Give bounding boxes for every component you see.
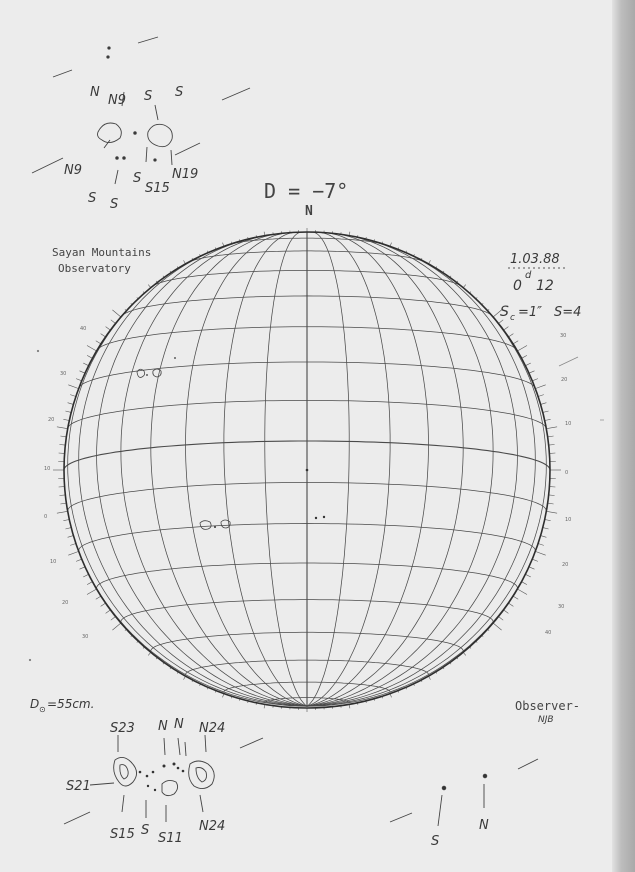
pointer-line	[438, 795, 442, 826]
sunspot-icon	[196, 768, 207, 783]
time-label: 0	[513, 278, 522, 294]
tick-stroke	[518, 759, 538, 769]
sunspot-icon	[120, 765, 128, 779]
limb-tick	[87, 346, 97, 352]
limb-tick	[499, 617, 504, 621]
limb-tick	[493, 623, 502, 630]
meridian-line	[224, 232, 307, 706]
observer-label: Observer-	[515, 699, 581, 713]
limb-tick	[513, 341, 518, 344]
limb-tick	[535, 385, 545, 389]
pore-icon	[146, 374, 148, 376]
limb-tick	[546, 511, 557, 513]
limb-tick	[517, 589, 527, 595]
meridian-line	[265, 232, 307, 706]
detail-ul-label-bottom-2: S	[88, 191, 97, 206]
limb-tick	[543, 528, 549, 529]
tick-label-left-6: 10	[50, 559, 57, 565]
seeing-value: =1″	[518, 305, 543, 320]
detail-ul-label-top-3: S	[144, 89, 153, 104]
tick-label-right-8: 40	[545, 630, 552, 636]
date-label: 1.03.88	[510, 252, 560, 267]
pointer-line	[122, 795, 124, 812]
seeing-label: S	[500, 304, 509, 320]
pore-icon	[163, 765, 166, 768]
tick-stroke	[32, 158, 63, 173]
detail-ul-label-bottom-5: S15	[145, 181, 170, 196]
limb-tick	[545, 419, 551, 420]
detail-ll-label-bottom-4: N24	[199, 819, 226, 834]
diameter-value: =55cm.	[47, 697, 95, 711]
tick-stroke	[64, 812, 90, 824]
north-marker: N	[305, 204, 313, 219]
pore-icon	[37, 350, 39, 352]
sunspot-group-lower	[200, 520, 230, 529]
detail-ul-label-bottom-1: N9	[64, 163, 82, 178]
detail-sketch-lower-right	[390, 759, 538, 826]
pore-icon	[108, 47, 110, 49]
detail-ul-label-top-2: N9	[108, 93, 126, 108]
tick-label-left-4: 10	[44, 466, 51, 472]
pointer-line	[155, 105, 158, 120]
limb-tick	[96, 596, 101, 599]
meridian-line	[79, 245, 307, 707]
detail-ll-label-top-1: S23	[110, 721, 135, 736]
limb-tick	[525, 574, 530, 577]
pointer-line	[205, 735, 206, 752]
limb-tick	[112, 310, 121, 317]
pore-icon	[154, 159, 156, 161]
limb-tick	[549, 495, 555, 496]
diameter-label: D	[30, 697, 40, 711]
pore-icon	[154, 789, 156, 791]
tick-stroke	[240, 738, 263, 748]
limb-tick	[538, 544, 544, 546]
observatory-line-1: Sayan Mountains	[52, 246, 152, 259]
tick-label-right-1: 30	[560, 333, 567, 339]
limb-tick	[541, 403, 547, 405]
sunspot-icon	[200, 521, 211, 530]
sunspot-icon	[189, 761, 215, 789]
limb-tick	[532, 559, 538, 561]
tick-stroke	[390, 813, 412, 822]
limb-tick	[76, 559, 82, 561]
pore-icon	[182, 770, 185, 773]
pore-icon	[174, 357, 176, 359]
pore-icon	[152, 771, 155, 774]
pointer-line	[90, 783, 114, 785]
detail-ll-label-top-4: N24	[199, 721, 226, 736]
limb-tick	[83, 574, 88, 577]
tick-label-right-5: 10	[565, 517, 572, 523]
detail-ll-label-bottom-3: S11	[158, 831, 183, 846]
meridian-line	[307, 232, 390, 706]
pointer-line	[171, 150, 172, 165]
limb-tick	[59, 445, 65, 446]
limb-tick	[538, 395, 544, 397]
limb-tick	[106, 610, 111, 614]
limb-tick	[68, 403, 74, 405]
detail-ll-label-top-2: N	[158, 719, 168, 734]
detail-lr-label-n: N	[479, 818, 489, 833]
meridian-line	[307, 235, 493, 706]
limb-tick	[83, 363, 88, 366]
limb-tick	[63, 520, 69, 521]
limb-tick	[59, 495, 65, 496]
limb-tick	[57, 427, 68, 429]
tick-label-left-3: 20	[48, 417, 55, 423]
pointer-line	[178, 738, 180, 755]
limb-tick	[112, 623, 121, 630]
limb-tick	[96, 341, 101, 344]
limb-tick	[65, 411, 71, 412]
limb-tick	[499, 320, 504, 324]
sunspot-icon	[114, 757, 137, 786]
sunspot-icon	[153, 369, 161, 377]
observer-initials: NJB	[538, 715, 554, 725]
sunspot-icon	[98, 123, 122, 143]
limb-tick	[101, 603, 106, 606]
limb-tick	[76, 379, 82, 381]
limb-tick	[80, 371, 86, 373]
detail-ul-label-top-4: S	[175, 85, 184, 100]
limb-tick	[535, 551, 545, 555]
tick-label-right-2: 20	[561, 377, 568, 383]
limb-tick	[87, 589, 97, 595]
pore-icon	[29, 659, 31, 661]
tick-stroke	[138, 37, 158, 43]
pointer-line	[115, 170, 118, 184]
tick-label-left-2: 30	[60, 371, 67, 377]
limb-tick	[504, 327, 509, 331]
pore-icon	[147, 785, 149, 787]
pore-icon	[134, 132, 137, 135]
detail-ll-label-bottom-1: S15	[110, 827, 135, 842]
meridian-line	[121, 235, 307, 706]
tick-label-left-5: 0	[44, 514, 48, 520]
tick-label-left-7: 20	[62, 600, 69, 606]
tick-stroke	[559, 357, 578, 366]
detail-ul-label-bottom-4: S	[133, 171, 142, 186]
meridian-line	[97, 237, 307, 706]
seeing-s: S=4	[554, 305, 582, 320]
detail-ll-label-bottom-2: S	[141, 823, 150, 838]
tick-label-left-8: 30	[82, 634, 89, 640]
limb-tick	[509, 334, 514, 337]
limb-tick	[111, 320, 116, 324]
limb-tick	[529, 567, 535, 569]
pore-icon	[214, 526, 216, 528]
limb-tick	[525, 363, 530, 366]
limb-tick	[60, 436, 66, 437]
pointer-line	[146, 147, 147, 162]
limb-tick	[87, 582, 92, 585]
limb-tick	[106, 327, 111, 331]
pore-icon	[483, 774, 487, 778]
solar-disk	[53, 228, 561, 712]
limb-tick	[529, 371, 535, 373]
time-fraction: 12	[536, 278, 554, 294]
pointer-line	[164, 738, 165, 755]
detail-ul-label-top-1: N	[90, 85, 100, 100]
detail-ll-label-top-3: N	[174, 717, 184, 732]
tick-stroke	[222, 88, 250, 100]
tick-label-right-7: 30	[558, 604, 565, 610]
detail-sketch-lower-left	[64, 735, 263, 824]
seeing-subscript: c	[510, 313, 515, 323]
tick-label-left-1: 40	[80, 326, 87, 332]
limb-tick	[60, 503, 66, 504]
detail-ul-label-bottom-3: S	[110, 197, 119, 212]
pore-icon	[146, 775, 149, 778]
limb-tick	[101, 334, 106, 337]
time-superscript: d	[525, 270, 532, 281]
limb-tick	[65, 528, 71, 529]
pore-icon	[442, 786, 446, 790]
limb-tick	[548, 436, 554, 437]
pore-icon	[139, 771, 142, 774]
pore-icon	[123, 157, 126, 160]
limb-tick	[522, 582, 527, 585]
observatory-line-2: Observatory	[58, 262, 131, 275]
meridian-line	[307, 237, 517, 706]
limb-tick	[545, 520, 551, 521]
declination-label: D = −7°	[264, 179, 349, 203]
limb-tick	[63, 419, 69, 420]
limb-tick	[68, 536, 74, 538]
sunspot-icon	[148, 124, 173, 146]
tick-stroke	[175, 143, 200, 155]
pore-icon	[315, 517, 317, 519]
limb-tick	[70, 544, 76, 546]
pore-icon	[177, 767, 180, 770]
detail-sketch-upper-left	[32, 37, 250, 184]
detail-ll-label-left: S21	[66, 779, 91, 794]
limb-tick	[548, 503, 554, 504]
limb-tick	[80, 567, 86, 569]
pointer-line	[185, 742, 186, 756]
pore-icon	[323, 516, 325, 518]
pore-pair-center	[315, 516, 325, 519]
limb-tick	[68, 551, 78, 555]
limb-tick	[87, 355, 92, 358]
limb-tick	[543, 411, 549, 412]
limb-tick	[532, 379, 538, 381]
limb-tick	[522, 355, 527, 358]
limb-tick	[68, 385, 78, 389]
tick-label-right-4: 0	[565, 470, 569, 476]
limb-tick	[111, 617, 116, 621]
limb-tick	[70, 395, 76, 397]
detail-ul-label-bottom-6: N19	[172, 167, 199, 182]
disk-center	[306, 469, 309, 472]
tick-stroke	[53, 70, 72, 77]
pore-icon	[173, 763, 176, 766]
meridian-line	[186, 233, 308, 706]
meridian-line	[307, 232, 349, 706]
limb-tick	[541, 536, 547, 538]
stray-marks	[29, 350, 604, 661]
sunspot-icon	[162, 780, 178, 795]
limb-tick	[509, 603, 514, 606]
limb-tick	[549, 445, 555, 446]
diameter-subscript: ⊙	[39, 705, 46, 714]
limb-tick	[57, 511, 68, 513]
tick-label-right-6: 20	[562, 562, 569, 568]
detail-lr-label-s: S	[431, 834, 440, 849]
pore-icon	[116, 157, 119, 160]
limb-tick	[504, 610, 509, 614]
pore-icon	[107, 56, 109, 58]
limb-tick	[517, 346, 527, 352]
tick-label-right-3: 10	[565, 421, 572, 427]
limb-tick	[546, 427, 557, 429]
meridian-line	[307, 233, 429, 706]
pointer-line	[200, 795, 203, 812]
limb-tick	[513, 596, 518, 599]
